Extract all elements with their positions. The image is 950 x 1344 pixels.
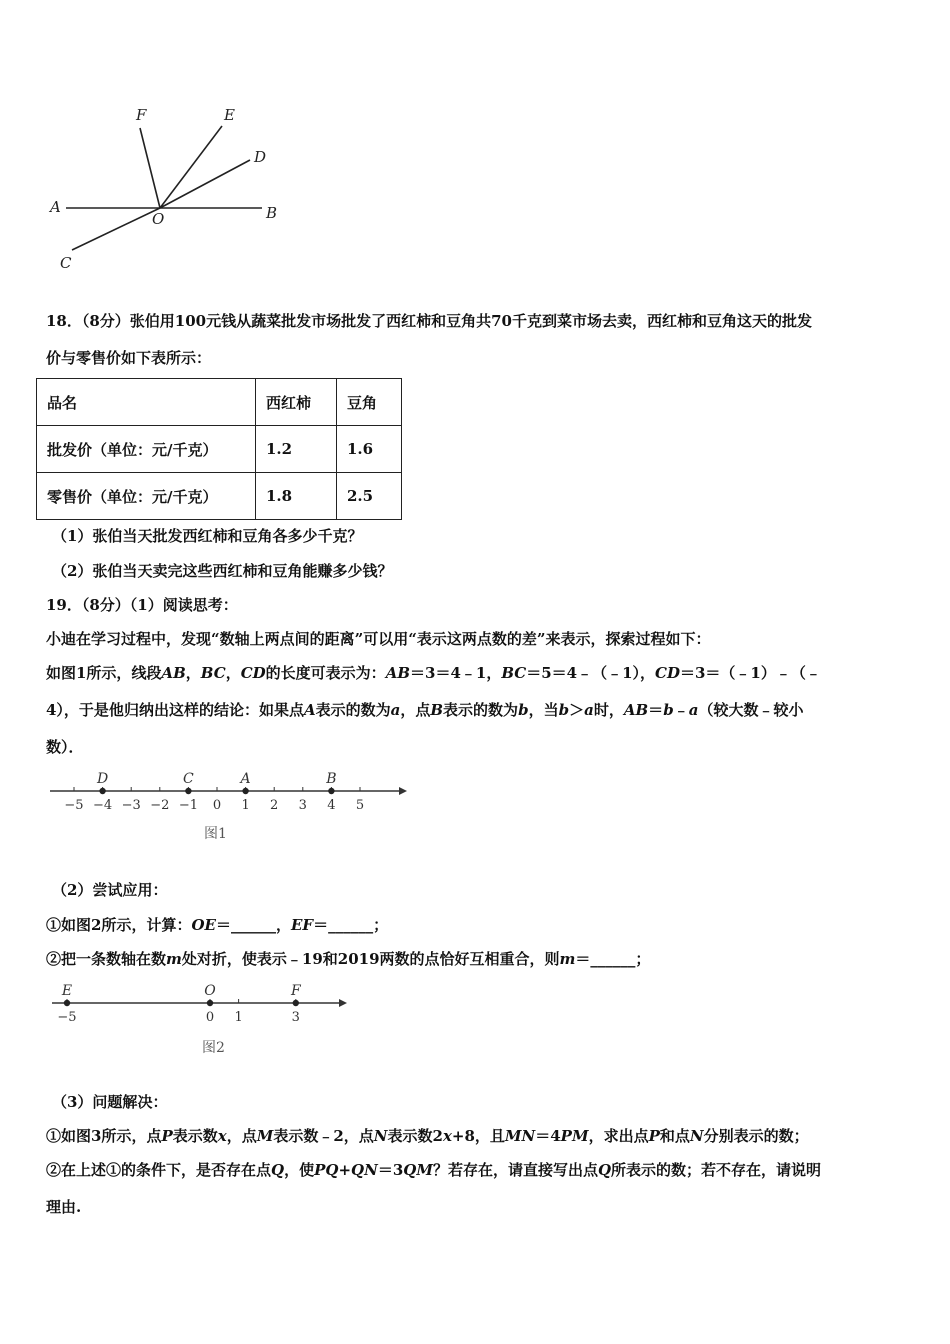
q18-sub1: （1）张伯当天批发西红柿和豆角各多少千克？: [52, 527, 363, 545]
table-cell: 2.5: [337, 473, 402, 520]
label-e: E: [224, 106, 235, 124]
ray-of: [140, 128, 160, 208]
table-header-cell: 豆角: [337, 379, 402, 426]
q19-part2-q1: ①如图2所示，计算：OE＝______，EF＝______；: [46, 916, 389, 934]
q19-part3-q1: ①如图3所示，点P表示数x，点M表示数﹣2，点N表示数2x+8，且MN＝4PM，求出点P和点N分别表示的数；: [46, 1127, 809, 1145]
table-row: [37, 473, 402, 520]
fig2-caption: 图2: [202, 1040, 225, 1056]
fig1-point-label: C: [183, 771, 194, 787]
fig2-point: [207, 1000, 213, 1006]
q19-p3: 4），于是他归纳出这样的结论：如果点A表示的数为a，点B表示的数为b，当b＞a时，AB＝b﹣a（较大数﹣较小: [46, 701, 804, 719]
q19-part3-title: （3）问题解决：: [52, 1093, 168, 1111]
q19-title: 19．（8分）（1）阅读思考：: [46, 596, 238, 614]
fig2-point-label: F: [290, 983, 301, 999]
fig1-caption: 图1: [204, 826, 227, 842]
label-o: O: [152, 210, 165, 228]
q19-part3-end: 理由.: [46, 1198, 82, 1216]
fig1-tick-label: 0: [212, 798, 222, 813]
fig1-tick-label: −2: [150, 798, 170, 813]
label-b: B: [266, 204, 278, 222]
table-header-row: [37, 379, 402, 426]
fig1-tick-label: 3: [298, 798, 307, 813]
q18-line1: 18．（8分）张伯用100元钱从蔬菜批发市场批发了西红柿和豆角共70千克到菜市场去卖，西红柿和豆角这天的批发: [46, 312, 813, 330]
fig1-point-label: B: [326, 771, 337, 787]
ray-od: [160, 160, 250, 208]
fig2-point: [64, 1000, 70, 1006]
label-d: D: [254, 148, 267, 166]
fig1-tick-label: −4: [93, 798, 113, 813]
fig1-tick-label: 2: [270, 798, 279, 813]
fig2-tick-label: −5: [57, 1010, 77, 1025]
fig1-point: [185, 788, 191, 794]
fig1-point-label: D: [96, 771, 109, 787]
fig2-tick-label: 3: [291, 1010, 300, 1025]
table-row: [37, 426, 402, 473]
q19-p2: 如图1所示，线段AB，BC，CD的长度可表示为：AB＝3＝4﹣1，BC＝5＝4﹣（﹣1），CD＝3＝（﹣1）﹣（﹣: [46, 664, 821, 682]
table-cell: 批发价（单位：元/千克）: [37, 426, 256, 473]
fig1-point: [242, 788, 248, 794]
table-cell: 零售价（单位：元/千克）: [37, 473, 256, 520]
q18-sub2: （2）张伯当天卖完这些西红柿和豆角能赚多少钱？: [52, 562, 393, 580]
number-line-fig1: [44, 765, 414, 845]
table-cell: 1.8: [256, 473, 337, 520]
fig1-tick-label: −3: [121, 798, 141, 813]
fig1-point: [99, 788, 105, 794]
fig1-tick-label: −1: [178, 798, 198, 813]
q19-part2-title: （2）尝试应用：: [52, 881, 168, 899]
q18-line2: 价与零售价如下表所示：: [46, 349, 212, 367]
fig1-point: [328, 788, 334, 794]
fig1-tick-label: −5: [64, 798, 84, 813]
table-header-cell: 品名: [37, 379, 256, 426]
q19-part3-q2: ②在上述①的条件下，是否存在点Q，使PQ+QN＝3QM？若存在，请直接写出点Q所表示的数；若不存在，请说明: [46, 1161, 822, 1179]
label-a: A: [50, 198, 61, 216]
price-table: [36, 378, 402, 520]
fig1-tick-label: 4: [327, 798, 336, 813]
q19-p1: 小迪在学习过程中，发现“数轴上两点间的距离”可以用“表示这两点数的差”来表示，探索过程如下：: [46, 630, 711, 648]
fig1-point-label: A: [240, 771, 251, 787]
fig1-tick-label: 1: [241, 798, 250, 813]
table-cell: 1.6: [337, 426, 402, 473]
q19-part2-q2: ②把一条数轴在数m处对折，使表示﹣19和2019两数的点恰好互相重合，则m＝______；: [46, 950, 651, 968]
fig2-point: [293, 1000, 299, 1006]
ray-oc: [72, 208, 160, 250]
fig2-tick-label: 1: [234, 1010, 243, 1025]
angle-figure: [40, 100, 300, 280]
fig2-point-label: O: [204, 983, 216, 999]
q19-p4: 数）．: [46, 738, 84, 756]
number-line-fig2: [44, 978, 354, 1058]
table-cell: 1.2: [256, 426, 337, 473]
fig2-tick-label: 0: [205, 1010, 215, 1025]
label-c: C: [60, 254, 72, 272]
fig1-tick-label: 5: [355, 798, 365, 813]
label-f: F: [136, 106, 147, 124]
fig2-point-label: E: [61, 983, 73, 999]
table-header-cell: 西红柿: [256, 379, 337, 426]
ray-oe: [160, 126, 222, 208]
